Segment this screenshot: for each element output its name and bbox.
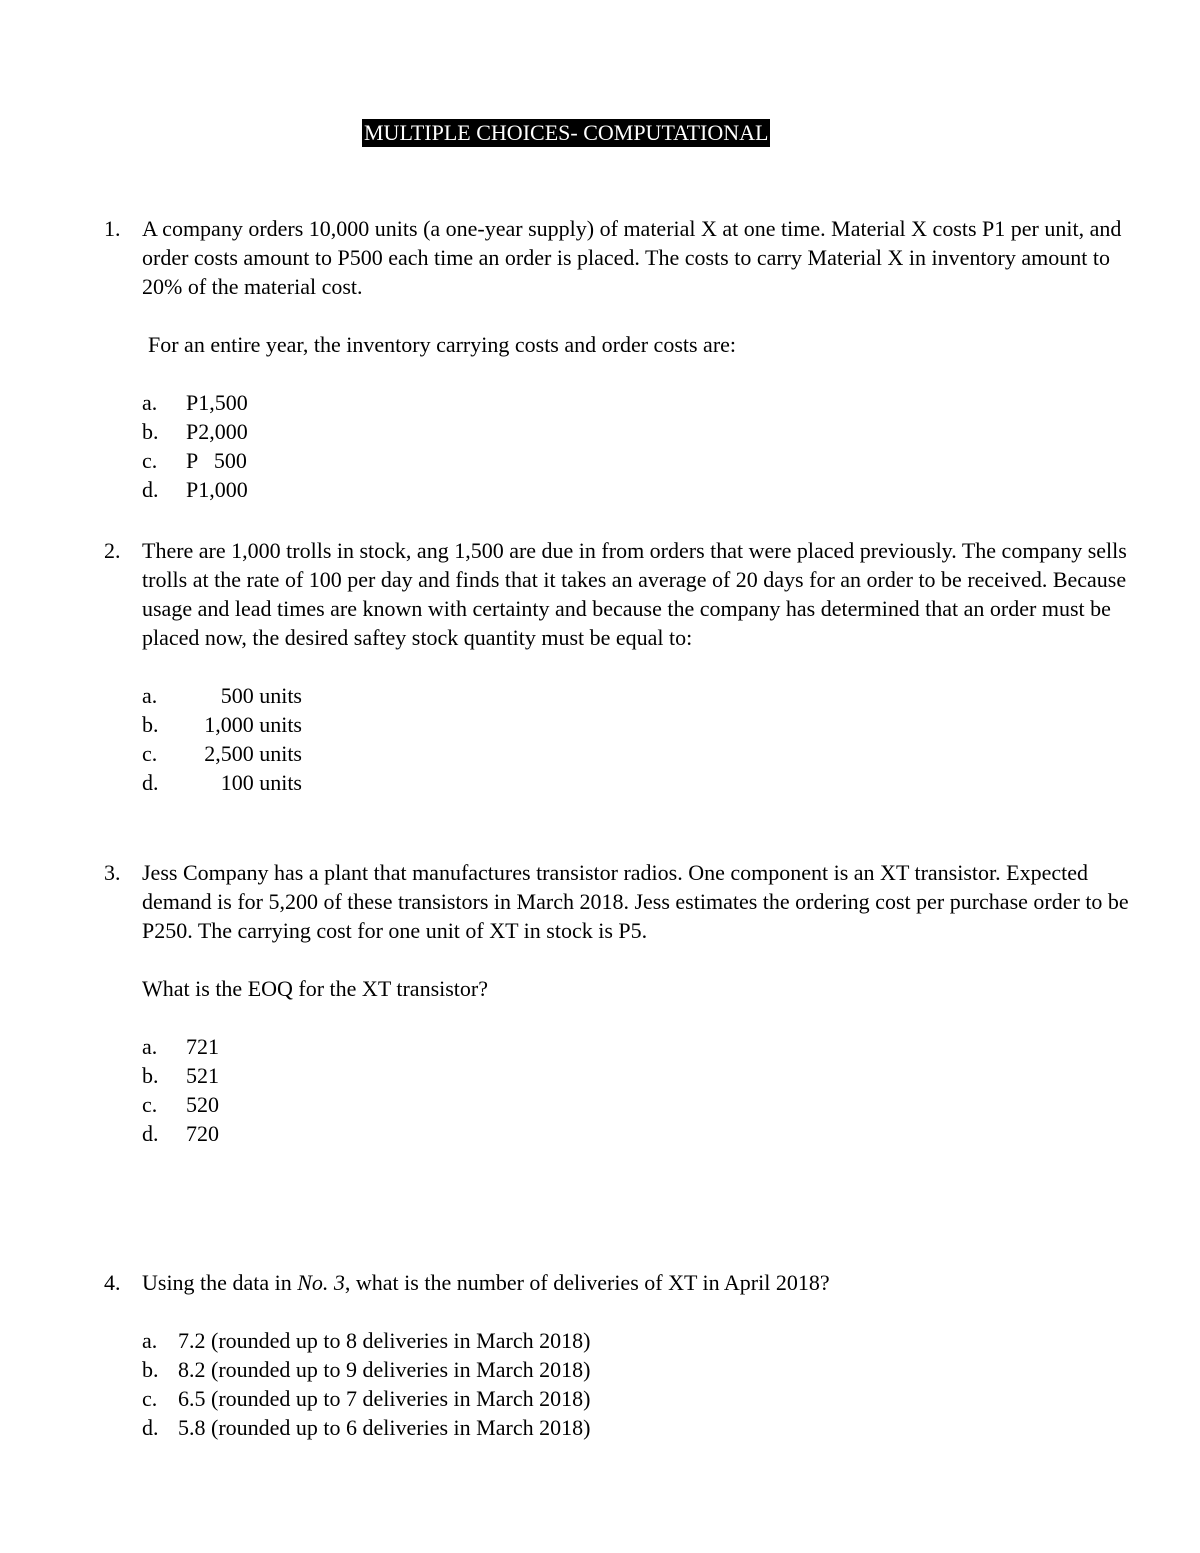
option-letter: b. — [142, 419, 159, 444]
question-2 — [104, 536, 1134, 797]
question-number: 2. — [104, 538, 121, 563]
option-text: 721 — [186, 1034, 219, 1059]
option-letter: b. — [142, 712, 159, 737]
option-a — [142, 681, 1134, 710]
option-letter: c. — [142, 448, 158, 473]
answer-options — [142, 1326, 1134, 1442]
question-text: There are 1,000 trolls in stock, ang 1,500 are due in from orders that were placed previously. The company sells trolls at the rate of 100 per day and finds that it takes an average of 20 days for an order to be received. Because usage and lead times are known with certainty and because the company has determined that an order must be placed now, the desired saftey stock quantity must be equal to: — [142, 538, 1127, 650]
option-text: 521 — [186, 1063, 219, 1088]
question-prompt: What is the EOQ for the XT transistor? — [142, 976, 489, 1001]
option-letter: b. — [142, 1357, 159, 1382]
option-text: 8.2 (rounded up to 9 deliveries in March 2018) — [178, 1357, 591, 1382]
option-a — [142, 1032, 1134, 1061]
option-text: 6.5 (rounded up to 7 deliveries in March 2018) — [178, 1386, 591, 1411]
option-letter: a. — [142, 1328, 158, 1353]
option-letter: d. — [142, 477, 159, 502]
option-b — [142, 1061, 1134, 1090]
option-text: 100 units — [220, 770, 302, 795]
question-4 — [104, 1268, 1134, 1442]
question-reference: No. 3 — [297, 1270, 345, 1295]
option-letter: b. — [142, 1063, 159, 1088]
question-3 — [104, 858, 1134, 1148]
option-d — [142, 768, 1134, 797]
question-text-end: , what is the number of deliveries of XT in April 2018? — [344, 1270, 830, 1295]
option-letter: a. — [142, 1034, 158, 1059]
option-b — [142, 417, 1134, 446]
option-d — [142, 475, 1134, 504]
question-text-start: Using the data in — [142, 1270, 298, 1295]
question-text — [142, 1268, 1134, 1297]
option-a — [142, 1326, 1134, 1355]
option-letter: c. — [142, 741, 158, 766]
option-letter: a. — [142, 390, 158, 415]
option-d — [142, 1413, 1134, 1442]
question-text: Jess Company has a plant that manufactures transistor radios. One component is an XT transistor. Expected demand is for 5,200 of these transistors in March 2018. Jess estimates the ordering cost per purchase order to be P250. The carrying cost for one unit of XT in stock is P5. — [142, 860, 1129, 943]
option-d — [142, 1119, 1134, 1148]
option-text: 500 units — [220, 683, 302, 708]
option-text: P1,000 — [186, 477, 248, 502]
question-number: 4. — [104, 1270, 121, 1295]
option-text: 520 — [186, 1092, 219, 1117]
option-text: 7.2 (rounded up to 8 deliveries in March 2018) — [178, 1328, 591, 1353]
page-title: MULTIPLE CHOICES- COMPUTATIONAL — [364, 120, 769, 145]
option-c — [142, 446, 1134, 475]
option-c — [142, 739, 1134, 768]
option-c — [142, 1384, 1134, 1413]
answer-options — [142, 1032, 1134, 1148]
option-text: 720 — [186, 1121, 219, 1146]
question-prompt: For an entire year, the inventory carrying costs and order costs are: — [148, 332, 737, 357]
option-letter: d. — [142, 1121, 159, 1146]
option-b — [142, 710, 1134, 739]
option-text: P2,000 — [186, 419, 248, 444]
question-text: A company orders 10,000 units (a one-year supply) of material X at one time. Material X costs P1 per unit, and order costs amount to P500 each time an order is placed. The costs to carry Material X in inventory amount to 20% of the material cost. — [142, 216, 1122, 299]
option-letter: d. — [142, 1415, 159, 1440]
option-letter: a. — [142, 683, 158, 708]
option-c — [142, 1090, 1134, 1119]
option-text: 2,500 units — [204, 741, 302, 766]
option-text: P1,500 — [186, 390, 248, 415]
option-text: 5.8 (rounded up to 6 deliveries in March 2018) — [178, 1415, 591, 1440]
answer-options — [142, 388, 1134, 504]
question-1 — [104, 214, 1134, 504]
option-letter: c. — [142, 1386, 158, 1411]
answer-options — [142, 681, 1134, 797]
option-text: P 500 — [186, 448, 247, 473]
question-number: 3. — [104, 860, 121, 885]
option-a — [142, 388, 1134, 417]
option-letter: d. — [142, 770, 159, 795]
option-letter: c. — [142, 1092, 158, 1117]
option-b — [142, 1355, 1134, 1384]
option-text: 1,000 units — [204, 712, 302, 737]
question-number: 1. — [104, 216, 121, 241]
